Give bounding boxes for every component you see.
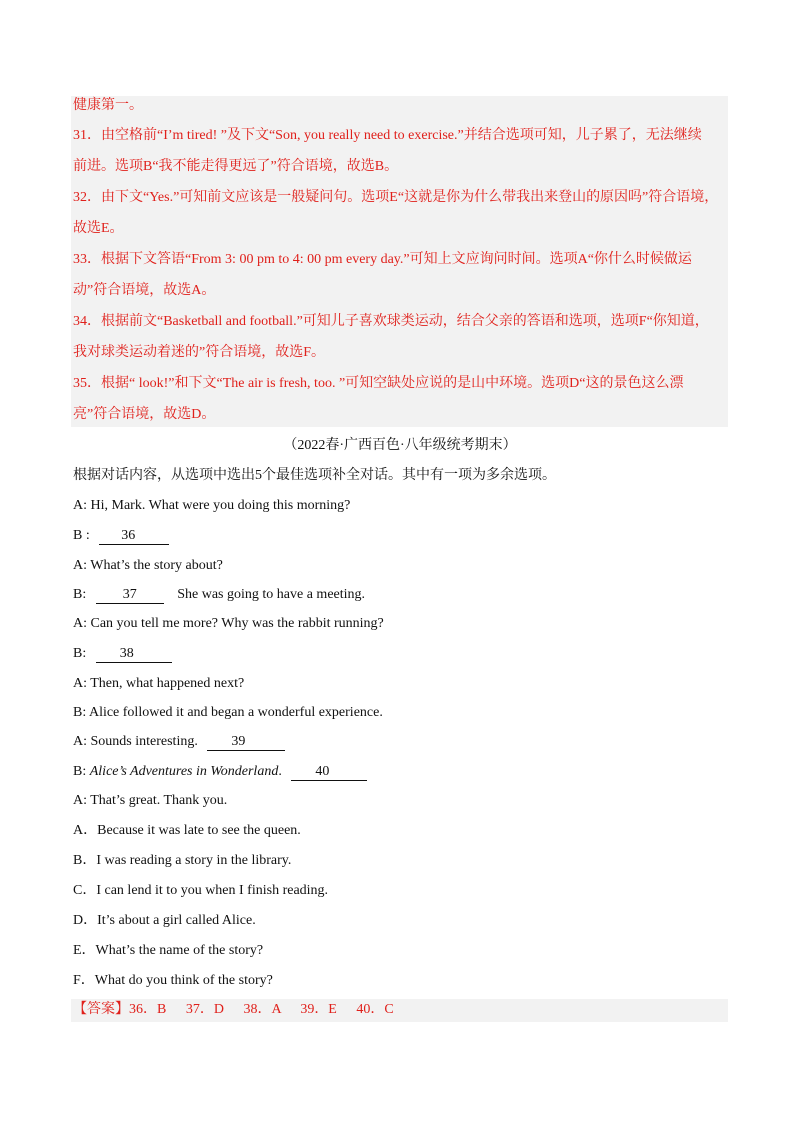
answer-item: 37．D [185, 1002, 224, 1017]
answer-line [73, 1000, 394, 1020]
dialogue-line: A: That’s great. Thank you. [73, 793, 228, 808]
speaker-label: B: [73, 587, 87, 602]
option-d: D．It’s about a girl called Alice. [73, 913, 256, 928]
blank-37: 37 [96, 587, 164, 604]
blank-36: 36 [99, 528, 169, 545]
option-b: B．I was reading a story in the library. [73, 853, 292, 868]
dialogue-text: She was going to have a meeting. [177, 587, 366, 602]
question-source: （2022春·广西百色·八年级统考期末） [283, 438, 517, 453]
explanation-line: 动”符合语境，故选A。 [73, 283, 216, 298]
dialogue-line [73, 762, 367, 782]
dialogue-text: A: Sounds interesting. [73, 734, 198, 749]
explanation-line: 35．根据“ look!”和下文“The air is fresh, too. ”可知空缺处应说的是山中环境。选项D“这的景色这么漂 [73, 376, 684, 391]
option-a: A．Because it was late to see the queen. [73, 823, 301, 838]
blank-40: 40 [291, 764, 367, 781]
dialogue-line: A: What’s the story about? [73, 558, 223, 573]
speaker-label: B : [73, 528, 90, 543]
dialogue-line: A: Hi, Mark. What were you doing this morning? [73, 498, 351, 513]
explanation-line: 健康第一。 [73, 98, 143, 113]
answer-item: 40．C [356, 1002, 394, 1017]
explanation-line: 前进。选项B“我不能走得更远了”符合语境，故选B。 [73, 159, 399, 174]
dialogue-line [73, 732, 285, 752]
period: . [278, 764, 282, 779]
explanation-line: 34．根据前文“Basketball and football.”可知儿子喜欢球类运动，结合父亲的答语和选项，选项F“你知道， [73, 314, 709, 329]
speaker-label: B: [73, 646, 87, 661]
answer-item: 38．A [243, 1002, 281, 1017]
blank-39: 39 [207, 734, 285, 751]
explanation-line: 33．根据下文答语“From 3: 00 pm to 4: 00 pm every day.”可知上文应询问时间。选项A“你什么时候做运 [73, 252, 692, 267]
explanation-line: 32．由下文“Yes.”可知前文应该是一般疑问句。选项E“这就是你为什么带我出来登山的原因吗”符合语境， [73, 190, 719, 205]
explanation-line: 亮”符合语境，故选D。 [73, 407, 216, 422]
option-e: E．What’s the name of the story? [73, 943, 264, 958]
dialogue-line: B: Alice followed it and began a wonderful experience. [73, 705, 383, 720]
explanation-line: 我对球类运动着迷的”符合语境，故选F。 [73, 345, 325, 360]
blank-38: 38 [96, 646, 172, 663]
explanation-line: 故选E。 [73, 221, 124, 236]
dialogue-line [73, 644, 172, 664]
book-title: Alice’s Adventures in Wonderland [89, 764, 279, 779]
speaker-label: B: [73, 764, 87, 779]
dialogue-line: A: Then, what happened next? [73, 676, 245, 691]
answer-label: 【答案】 [73, 1002, 129, 1017]
dialogue-line [73, 526, 169, 546]
explanation-line: 31．由空格前“I’m tired! ”及下文“Son, you really need to exercise.”并结合选项可知，儿子累了，无法继续 [73, 128, 702, 143]
question-instruction: 根据对话内容，从选项中选出5个最佳选项补全对话。其中有一项为多余选项。 [73, 468, 556, 483]
option-c: C．I can lend it to you when I finish reading. [73, 883, 329, 898]
answer-item: 39．E [300, 1002, 337, 1017]
dialogue-line [73, 585, 365, 605]
dialogue-line: A: Can you tell me more? Why was the rabbit running? [73, 616, 384, 631]
answer-item: 36．B [129, 1002, 167, 1017]
option-f: F．What do you think of the story? [73, 973, 273, 988]
